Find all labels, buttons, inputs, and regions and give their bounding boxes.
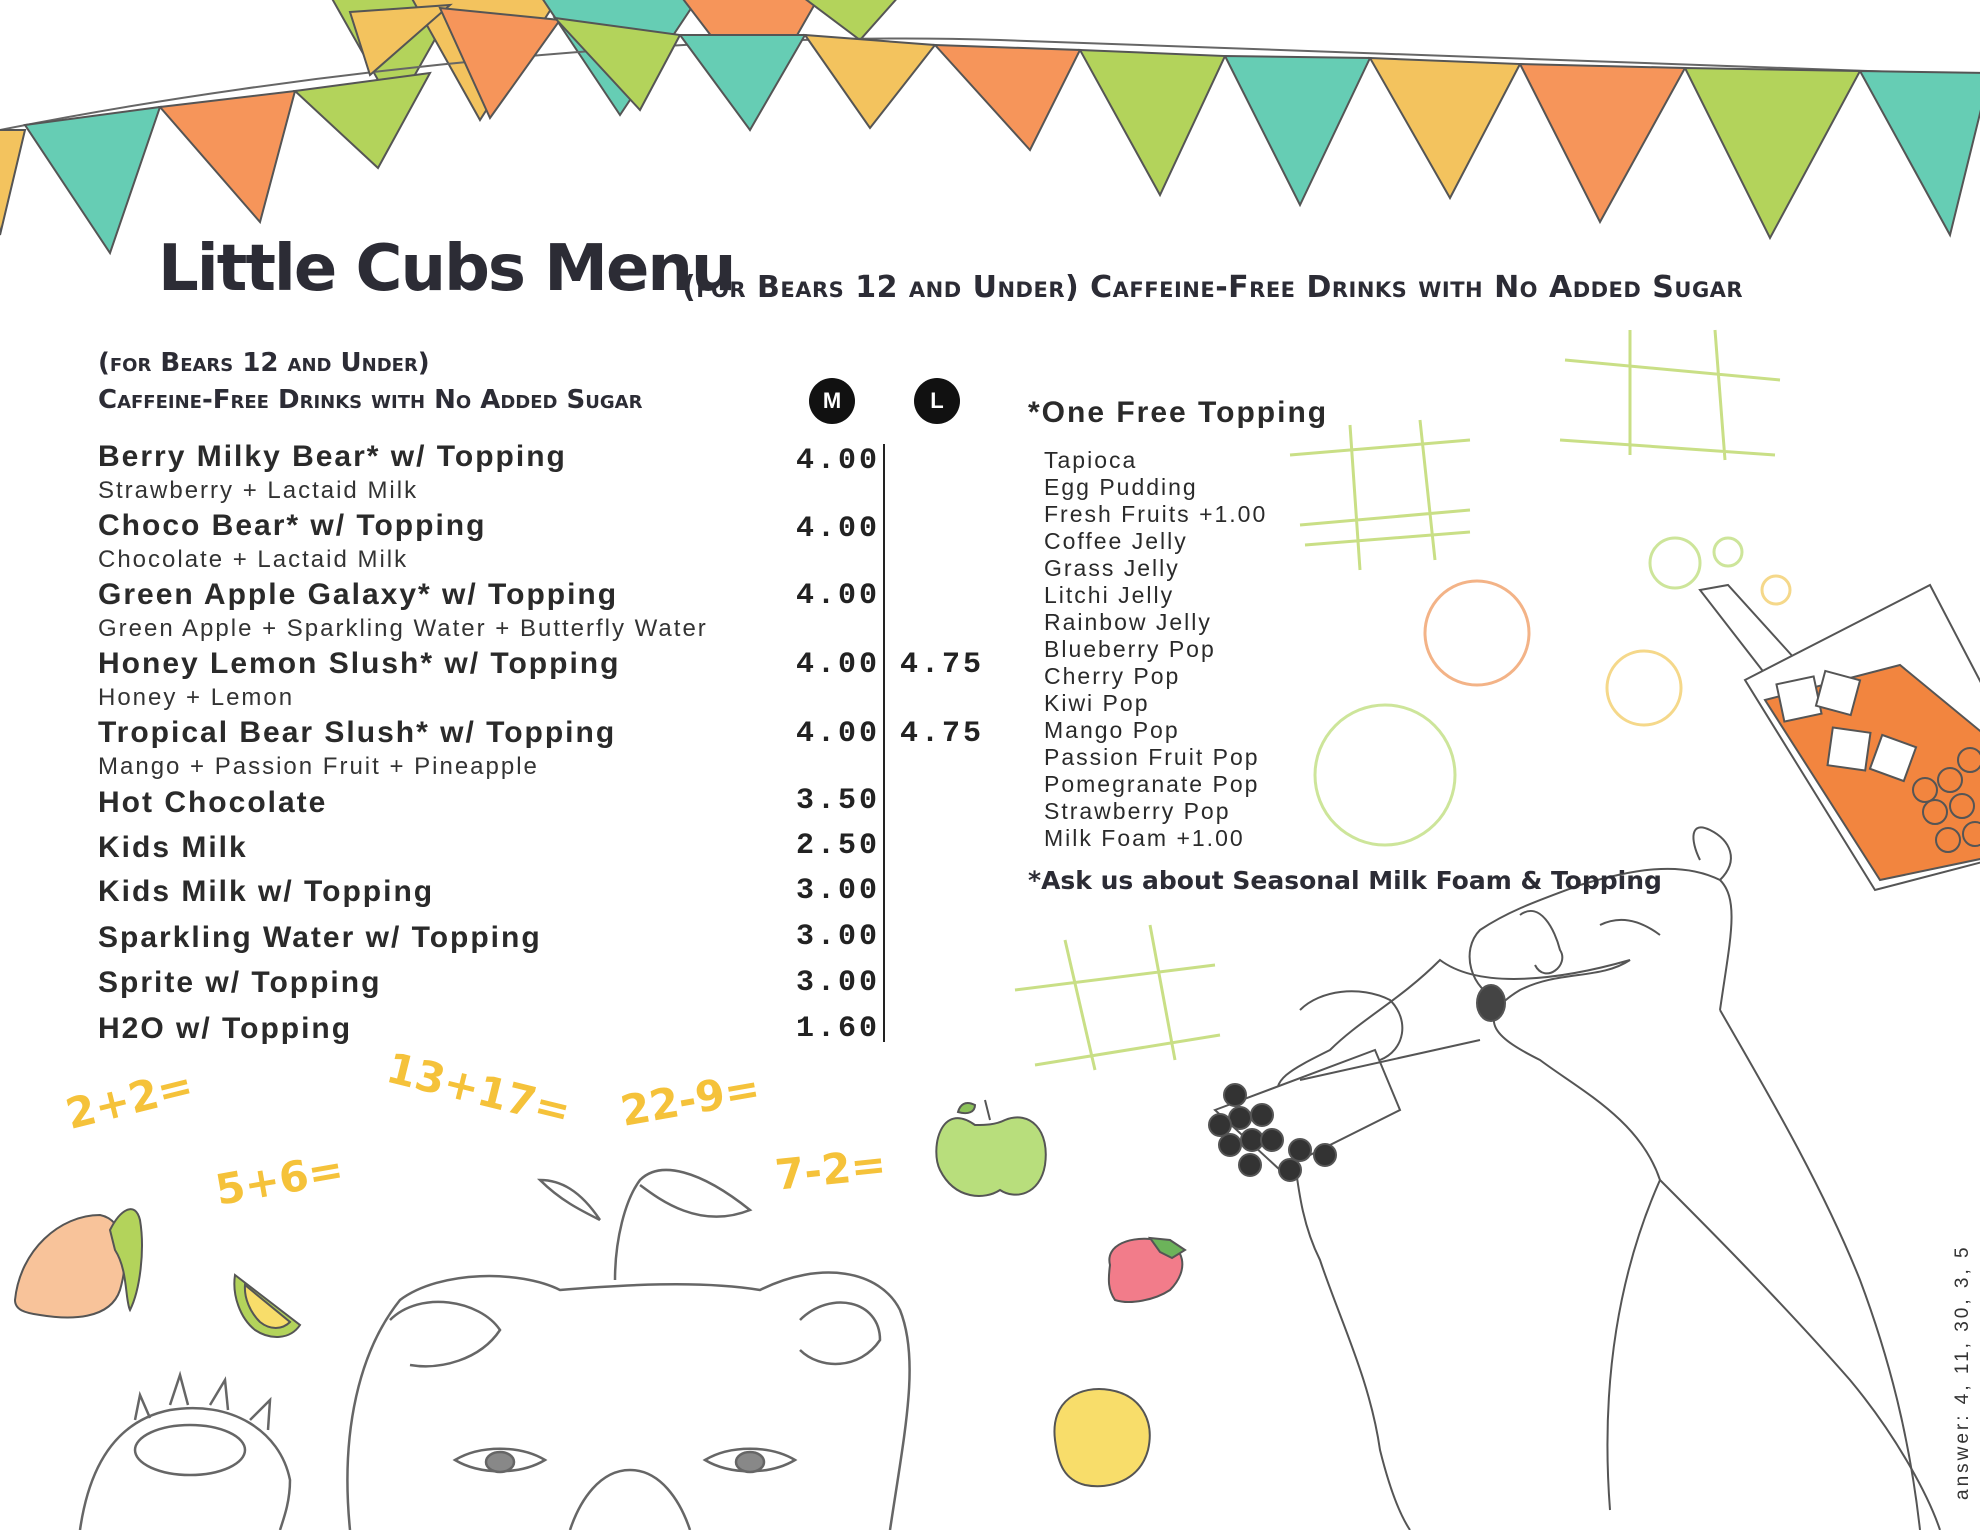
section-header-line2: Caffeine-Free Drinks with No Added Sugar [98, 385, 643, 415]
topping-item: Strawberry Pop [1044, 798, 1231, 824]
menu-item-name: Sprite w/ Topping [98, 966, 382, 999]
menu-item-name: Kids Milk [98, 831, 248, 864]
menu-item-name: Kids Milk w/ Topping [98, 875, 435, 908]
menu-item-name: Berry Milky Bear* w/ Topping [98, 440, 567, 473]
menu-item-price-m: 4.00 [796, 444, 881, 478]
menu-item-desc: Green Apple + Sparkling Water + Butterfly Water [98, 615, 708, 642]
menu-item-price-m: 4.00 [796, 512, 881, 546]
seasonal-note: *Ask us about Seasonal Milk Foam & Topping [1028, 866, 1662, 895]
menu-item-name: Sparkling Water w/ Topping [98, 921, 542, 954]
page-subtitle: (for Bears 12 and Under) Caffeine-Free Drinks with No Added Sugar [682, 270, 1744, 305]
lemon-icon [1054, 1389, 1149, 1486]
menu-item-desc: Honey + Lemon [98, 684, 295, 711]
math-problem: 13+17= [381, 1043, 576, 1136]
topping-item: Coffee Jelly [1044, 528, 1188, 554]
bubble-tea-icon [1700, 585, 1980, 890]
page-title: Little Cubs Menu [158, 232, 735, 306]
math-problem: 2+2= [60, 1060, 198, 1139]
topping-item: Fresh Fruits +1.00 [1044, 501, 1268, 527]
topping-item: Blueberry Pop [1044, 636, 1216, 662]
menu-item-desc: Strawberry + Lactaid Milk [98, 477, 419, 504]
menu-item-name: H2O w/ Topping [98, 1012, 353, 1045]
menu-item-price-m: 4.00 [796, 648, 881, 682]
menu-item-name: Choco Bear* w/ Topping [98, 509, 487, 542]
math-problem: 22-9= [616, 1063, 764, 1136]
menu-item-name: Honey Lemon Slush* w/ Topping [98, 647, 621, 680]
price-divider [883, 444, 885, 1042]
menu-item-price-l: 4.75 [900, 648, 985, 682]
section-header-line1: (for Bears 12 and Under) [98, 348, 430, 378]
menu-item-price-l: 4.75 [900, 717, 985, 751]
topping-item: Kiwi Pop [1044, 690, 1150, 716]
topping-item: Milk Foam +1.00 [1044, 825, 1245, 851]
answer-key: answer: 4, 11, 30, 3, 5 [1952, 1244, 1973, 1500]
topping-item: Litchi Jelly [1044, 582, 1175, 608]
strawberry-icon [1109, 1238, 1185, 1302]
menu-item-desc: Chocolate + Lactaid Milk [98, 546, 409, 573]
menu-item-price-m: 2.50 [796, 829, 881, 863]
bear-drinking-illustration [1209, 827, 1940, 1530]
menu-item-price-m: 1.60 [796, 1012, 881, 1046]
apple-icon [936, 1100, 1045, 1196]
menu-item-name: Hot Chocolate [98, 786, 328, 819]
menu-item-price-m: 4.00 [796, 579, 881, 613]
menu-item-desc: Mango + Passion Fruit + Pineapple [98, 753, 539, 780]
topping-item: Egg Pudding [1044, 474, 1198, 500]
bubble-icon [1315, 538, 1790, 845]
toppings-header: *One Free Topping [1028, 396, 1329, 429]
menu-item-name: Green Apple Galaxy* w/ Topping [98, 578, 619, 611]
mango-icon [15, 1209, 142, 1317]
menu-item-price-m: 3.00 [796, 874, 881, 908]
bear-head-illustration [80, 1170, 910, 1530]
menu-item-price-m: 3.00 [796, 920, 881, 954]
topping-item: Cherry Pop [1044, 663, 1181, 689]
size-medium-badge: M [809, 378, 855, 424]
topping-item: Mango Pop [1044, 717, 1180, 743]
menu-item-price-m: 3.50 [796, 784, 881, 818]
math-problem: 5+6= [211, 1144, 348, 1215]
menu-item-price-m: 3.00 [796, 966, 881, 1000]
math-problem: 7-2= [772, 1139, 889, 1200]
topping-item: Tapioca [1044, 447, 1138, 473]
menu-item-name: Tropical Bear Slush* w/ Topping [98, 716, 617, 749]
topping-item: Grass Jelly [1044, 555, 1180, 581]
menu-item-price-m: 4.00 [796, 717, 881, 751]
topping-item: Pomegranate Pop [1044, 771, 1260, 797]
toppings-list [1044, 447, 1267, 852]
pennant-banner [0, 0, 1980, 253]
topping-item: Rainbow Jelly [1044, 609, 1212, 635]
size-large-badge: L [914, 378, 960, 424]
topping-item: Passion Fruit Pop [1044, 744, 1260, 770]
lime-slice-icon [234, 1275, 300, 1337]
